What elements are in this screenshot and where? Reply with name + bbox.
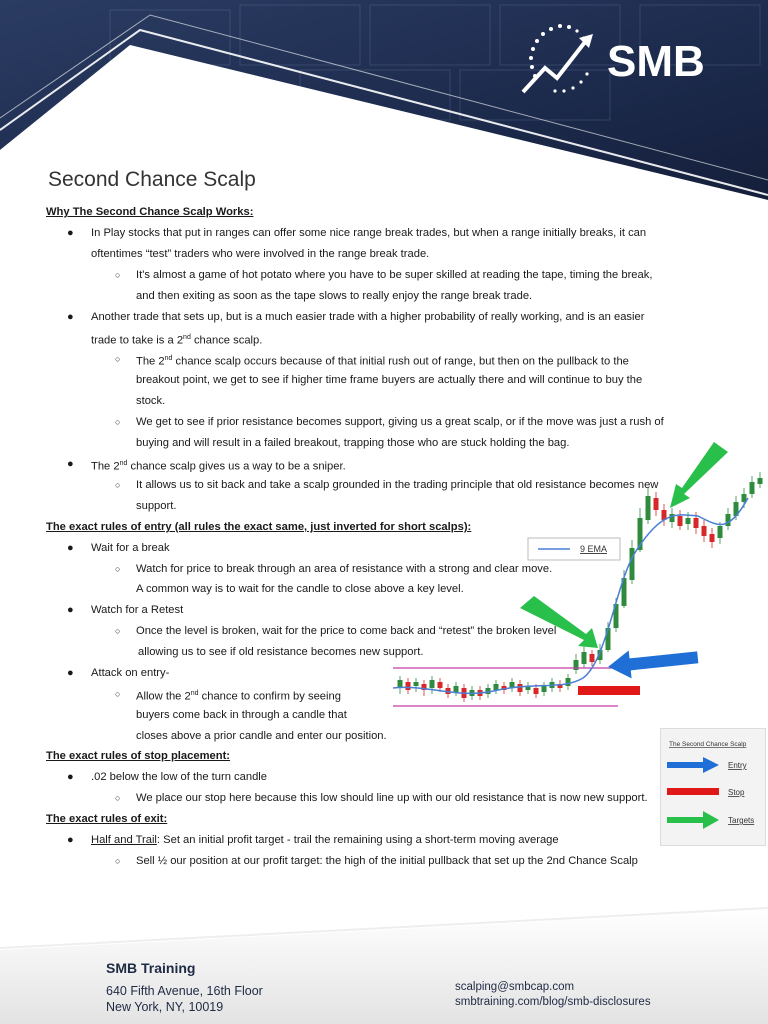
why-sub-2-line-2: breakout point, we get to see if higher time frame buyers are actually there and will continue to buy the [136,374,643,386]
candle-body [438,682,443,688]
candle-body [686,518,691,524]
candle-body [406,682,411,690]
candlestick-chart [388,438,768,718]
entry-sub-3-line-3: closes above a prior candle and enter our position. [136,730,387,742]
candle-body [430,680,435,688]
bullet-dot: ● [67,604,74,616]
bullet-dot: ● [67,834,74,846]
why-bullet-1-line-1: In Play stocks that put in ranges can offer some nice range break trades, but when a range initially breaks, it can [91,227,647,239]
candle-body [454,686,459,692]
entry-sub-3-line-2: buyers come back in through a candle that [136,709,347,721]
entry-sub-2-line-1: Once the level is broken, wait for the price to come back and “retest” the broken level [136,625,557,637]
ema-legend-label: 9 EMA [580,544,608,554]
footer-link[interactable]: smbtraining.com/blog/smb-disclosures [455,996,651,1008]
sub-bullet-circle: ○ [115,480,121,490]
sub-bullet-circle: ○ [115,626,121,636]
why-bullet-1-line-2: oftentimes “test” traders who were involved in the range break trade. [91,248,430,260]
candle-body [566,678,571,686]
candle-body [718,526,723,538]
candle-body [534,688,539,694]
candle-body [710,534,715,542]
why-sub-3-line-1: We get to see if prior resistance becomes support, giving us a great scalp, or if the move was just a rush of [136,416,664,428]
candle-body [726,514,731,526]
bullet-dot: ● [67,458,74,470]
footer-address-1: 640 Fifth Avenue, 16th Floor [106,984,263,998]
why-sub-2-line-1: The 2nd chance scalp occurs because of that initial rush out of range, but then on the pullback to the [136,355,629,368]
footer-email[interactable]: scalping@smbcap.com [455,981,575,993]
bullet-dot: ● [67,227,74,239]
why-heading: Why The Second Chance Scalp Works: [46,206,254,218]
candle-body [590,654,595,662]
entry-heading: The exact rules of entry (all rules the exact same, just inverted for short scalps): [46,521,472,533]
candle-body [494,684,499,690]
sub-bullet-circle: ○ [115,564,121,574]
candle-body [702,526,707,536]
entry-sub-3-line-1: Allow the 2nd chance to confirm by seeing [136,690,341,703]
entry-sub-2-line-2: allowing us to see if old resistance becomes new support. [138,646,424,658]
svg-text:SMB: SMB [607,37,705,86]
legend-stop-marker [667,788,719,795]
entry-sub-1-line-2: A common way is to wait for the candle to close above a key level. [136,583,464,595]
sub-bullet-circle: ○ [115,689,121,699]
candle-body [414,682,419,686]
legend-entry-label: Entry [728,761,747,770]
entry-bullet-1: Wait for a break [91,542,170,554]
sub-bullet-circle: ○ [115,417,121,427]
target-arrow-icon [520,596,598,648]
entry-arrow-icon [607,643,699,680]
candle-body [750,482,755,494]
footer-company: SMB Training [106,960,196,976]
why-sub-1-line-2: and then exiting as soon as the tape slows to really enjoy the range break trade. [136,290,533,302]
legend-target-label: Targets [728,816,755,825]
legend-entry-arrow-icon [667,757,719,773]
candle-body [694,518,699,528]
legend-box [660,728,766,846]
why-bullet-2-line-2: trade to take is a 2nd chance scalp. [91,334,263,347]
sub-bullet-circle: ○ [115,270,121,280]
why-bullet-3: The 2nd chance scalp gives us a way to be a sniper. [91,460,346,473]
entry-bullet-3: Attack on entry- [91,667,170,679]
why-sub-4-line-2: support. [136,500,177,512]
candle-body [518,684,523,692]
smb-logo [515,18,755,108]
candle-body [678,516,683,526]
candle-body [630,548,635,580]
why-bullet-2-line-1: Another trade that sets up, but is a much easier trade with a higher probability of really working, and is an easier [91,311,645,323]
logo-mark-icon [529,24,589,93]
candle-body [758,478,763,484]
legend-title: The Second Chance Scalp [669,741,747,748]
why-sub-3-line-2: buying and will result in a failed breakout, trapping those who are stuck holding the bag. [136,437,570,449]
candle-body [654,498,659,510]
exit-heading: The exact rules of exit: [46,813,168,825]
stop-heading: The exact rules of stop placement: [46,750,231,762]
why-sub-4-line-1: It allows us to sit back and take a scalp grounded in the trading principle that old resistance becomes new [136,479,659,491]
sub-bullet-circle: ○ [115,856,121,866]
stop-marker [578,686,640,695]
candle-body [582,652,587,664]
entry-bullet-2: Watch for a Retest [91,604,184,616]
bullet-dot: ● [67,771,74,783]
bullet-dot: ● [67,667,74,679]
candle-body [646,496,651,520]
entry-sub-1-line-1: Watch for price to break through an area of resistance with a strong and clear move. [136,563,553,575]
bullet-dot: ● [67,311,74,323]
exit-bullet-1: Half and Trail: Set an initial profit target - trail the remaining using a short-term moving average [91,834,559,846]
page-title: Second Chance Scalp [48,168,256,191]
stop-bullet-1: .02 below the low of the turn candle [91,771,268,783]
legend-target-arrow-icon [667,811,719,829]
sub-bullet-circle: ○ [115,354,121,364]
why-sub-1-line-1: It's almost a game of hot potato where you have to be super skilled at reading the tape, timing the break, [136,269,653,281]
target-arrow-top-icon [670,442,728,508]
why-sub-2-line-3: stock. [136,395,166,407]
candle-body [542,686,547,692]
footer-address-2: New York, NY, 10019 [106,1000,224,1014]
bullet-dot: ● [67,542,74,554]
sub-bullet-circle: ○ [115,793,121,803]
exit-sub-1: Sell ½ our position at our profit target: the high of the initial pullback that set up the 2nd Chance Scalp [136,855,638,867]
legend-stop-label: Stop [728,788,745,797]
stop-sub-1: We place our stop here because this low should line up with our old resistance that is now new support. [136,792,648,804]
